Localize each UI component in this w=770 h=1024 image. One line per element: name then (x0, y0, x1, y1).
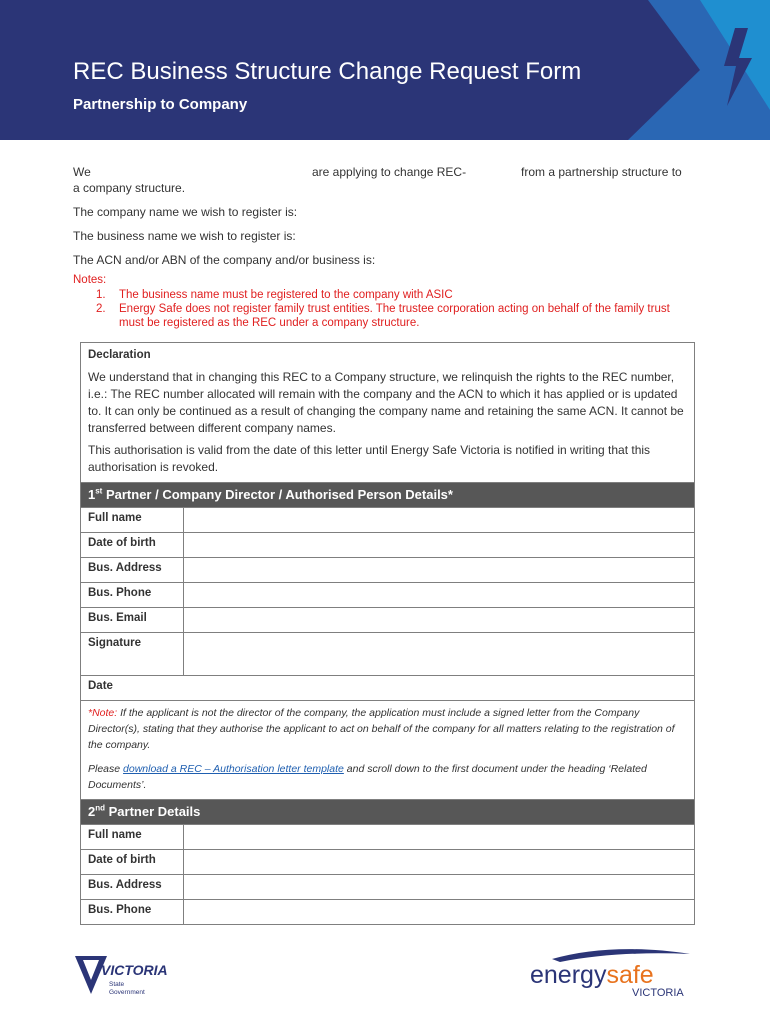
partner2-phone-row (81, 899, 694, 924)
template-instruction (88, 761, 687, 793)
address-label: Bus. Address (81, 875, 184, 899)
note-text: The business name must be registered to the company with ASIC (119, 289, 453, 301)
partner2-full-name-row (81, 824, 694, 849)
note-item (73, 302, 683, 330)
acn-abn-prompt: The ACN and/or ABN of the company and/or business is: (73, 253, 376, 267)
partner1-date-field[interactable] (183, 676, 694, 700)
partner1-heading (81, 482, 694, 507)
partner1-dob-field[interactable] (184, 533, 694, 557)
energysafe-energy: energy (530, 961, 607, 989)
partner1-phone-field[interactable] (184, 583, 694, 607)
full-name-label: Full name (81, 508, 184, 532)
partner2-heading-text: Partner Details (105, 804, 201, 819)
declaration-title: Declaration (88, 349, 151, 361)
partner1-phone-row (81, 582, 694, 607)
phone-label: Bus. Phone (81, 900, 184, 924)
partner2-full-name-field[interactable] (184, 825, 694, 849)
dob-label: Date of birth (81, 533, 184, 557)
declaration-block (81, 343, 694, 482)
declaration-paragraph: We understand that in changing this REC to a Company structure, we relinquish the rights to the REC number, i.e.: The REC number allocated will remain with the company and the ACN to which it has applied or is updated to. It can only be continued as a result of changing the company name and retaining the same ACN. It cannot be transferred between different company names. (88, 370, 684, 435)
partner1-dob-row (81, 532, 694, 557)
note-star: *Note: (88, 707, 118, 719)
partner1-heading-text: Partner / Company Director / Authorised Person Details* (102, 487, 453, 502)
energysafe-wordmark (530, 961, 654, 989)
partner1-address-row (81, 557, 694, 582)
authorisation-template-link[interactable]: download a REC – Authorisation letter template (123, 763, 344, 775)
header-banner (0, 0, 770, 140)
company-name-prompt: The company name we wish to register is: (73, 205, 298, 219)
intro-applying: are applying to change REC- (312, 165, 467, 179)
email-label: Bus. Email (81, 608, 184, 632)
phone-label: Bus. Phone (81, 583, 184, 607)
dob-label: Date of birth (81, 850, 184, 874)
declaration-paragraph: This authorisation is valid from the date of this letter until Energy Safe Victoria is notified in writing that this authorisation is revoked. (88, 443, 651, 474)
intro-we: We (73, 165, 91, 179)
intro-company-structure: a company structure. (73, 181, 186, 195)
intro-from: from a partnership structure to (521, 165, 682, 179)
partner2-ordinal-suffix: nd (95, 803, 106, 813)
related-docs-text: and scroll down to the first document under the heading ‘Related Documents’. (88, 763, 647, 791)
partner1-address-field[interactable] (184, 558, 694, 582)
energysafe-victoria: VICTORIA (632, 987, 684, 999)
energysafe-safe: safe (606, 961, 654, 989)
partner2-phone-field[interactable] (184, 900, 694, 924)
partner2-dob-field[interactable] (184, 850, 694, 874)
date-label: Date (88, 680, 113, 692)
energysafe-logo (530, 944, 700, 1000)
victoria-logo-government: Government (109, 989, 145, 996)
please-text: Please (88, 763, 124, 775)
victoria-logo-state: State (109, 981, 125, 988)
partner1-signature-field[interactable] (184, 633, 694, 675)
note-text: Energy Safe does not register family trust entities. The trustee corporation acting on behalf of the family trust must be registered as the REC under a company structure. (119, 303, 670, 329)
note-item (73, 288, 683, 302)
applicant-note-text (88, 705, 687, 753)
form-table (80, 342, 695, 925)
page-title: REC Business Structure Change Request Form (73, 58, 582, 85)
address-label: Bus. Address (81, 558, 184, 582)
page-subtitle: Partnership to Company (73, 96, 248, 113)
partner1-ordinal-suffix: st (95, 486, 103, 496)
partner1-date-row (81, 675, 694, 700)
full-name-label: Full name (81, 825, 184, 849)
notes-label: Notes: (73, 274, 107, 286)
partner2-address-field[interactable] (184, 875, 694, 899)
notes-list (73, 288, 683, 330)
applicant-note (81, 700, 694, 799)
partner2-heading (81, 799, 694, 824)
signature-label: Signature (81, 633, 184, 675)
partner2-ordinal: 2 (88, 804, 96, 819)
partner1-ordinal: 1 (88, 487, 96, 502)
business-name-prompt: The business name we wish to register is: (73, 229, 296, 243)
victoria-logo-name: VICTORIA (101, 962, 168, 978)
note-body: If the applicant is not the director of the company, the application must include a signed letter from the Company Director(s), stating that they authorise the applicant to act on behalf of the company for all matters relating to the registration of the company. (88, 707, 675, 751)
victoria-government-logo (73, 950, 183, 1000)
partner1-email-row (81, 607, 694, 632)
partner2-address-row (81, 874, 694, 899)
partner1-full-name-row (81, 507, 694, 532)
partner2-dob-row (81, 849, 694, 874)
note-number: 1. (96, 289, 106, 301)
note-number: 2. (96, 303, 106, 315)
partner1-email-field[interactable] (184, 608, 694, 632)
partner1-signature-row (81, 632, 694, 675)
partner1-full-name-field[interactable] (184, 508, 694, 532)
